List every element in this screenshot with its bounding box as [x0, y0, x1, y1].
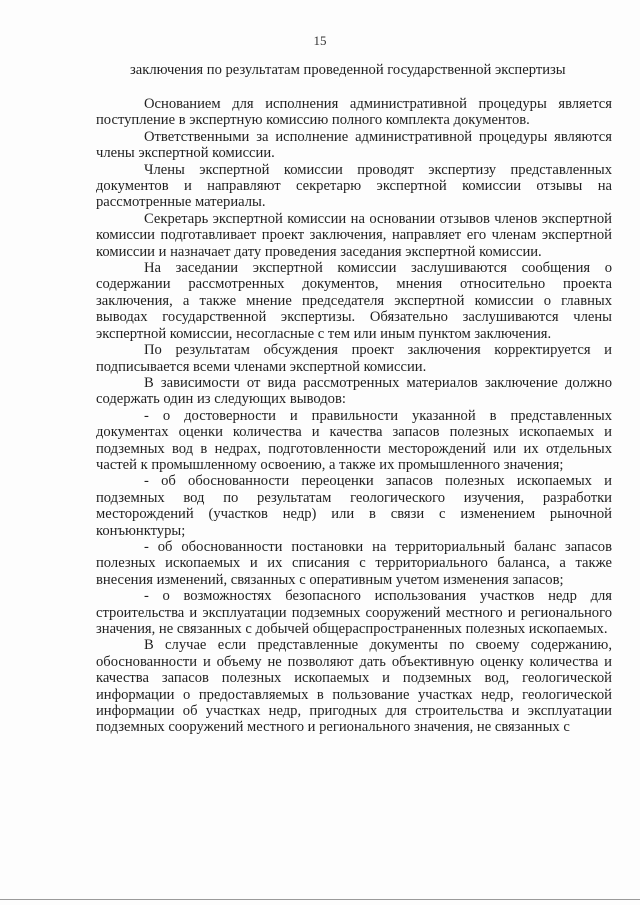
list-item-paragraph: - о возможностях безопасного использования участков недр для строительства и эксплуатации подземных сооружений местного и регионального значения, не связанных с добычей общераспространенных полезных ископаемых. — [96, 588, 612, 637]
paragraph: Ответственными за исполнение административной процедуры являются члены экспертной комиссии. — [96, 128, 612, 162]
scan-edge-divider — [0, 899, 640, 900]
paragraph: Секретарь экспертной комиссии на основании отзывов членов экспертной комиссии подготавливает проект заключения, направляет его членам экспертной комиссии и назначает дату проведения заседания экспертной комиссии. — [96, 210, 612, 260]
body-text — [96, 96, 612, 736]
paragraph: На заседании экспертной комиссии заслушиваются сообщения о содержании рассмотренных документов, мнения относительно проекта заключения, а также мнение председателя экспертной комиссии о главных выводах государственной экспертизы. Обязательно заслушиваются члены экспертной комиссии, несогласные с тем или иным пунктом заключения. — [96, 260, 612, 342]
paragraph: Члены экспертной комиссии проводят экспертизу представленных документов и направляют секретарю экспертной комиссии отзывы на рассмотренные материалы. — [96, 161, 612, 211]
paragraph: В зависимости от вида рассмотренных материалов заключение должно содержать один из следующих выводов: — [96, 374, 612, 408]
paragraph: Основанием для исполнения административной процедуры является поступление в экспертную комиссию полного комплекта документов. — [96, 96, 612, 129]
list-item-paragraph: - об обоснованности постановки на территориальный баланс запасов полезных ископаемых и их списания с территориального баланса, а также внесения изменений, связанных с оперативным учетом изменения запасов; — [96, 538, 612, 588]
paragraph: По результатам обсуждения проект заключения корректируется и подписывается всеми членами экспертной комиссии. — [96, 342, 612, 375]
list-item-paragraph: - о достоверности и правильности указанной в представленных документах оценки количества и качества запасов полезных ископаемых и подземных вод в недрах, подготовленности месторождений или их отдельных частей к промышленному освоению, а также их промышленного значения; — [96, 407, 612, 473]
paragraph: В случае если представленные документы по своему содержанию, обоснованности и объему не позволяют дать объективную оценку количества и качества запасов полезных ископаемых и подземных вод, геологической информации о предоставляемых в пользование участках недр, геологической информации об участках недр, пригодных для строительства и эксплуатации подземных сооружений местного и регионального значения, не связанных с — [96, 637, 612, 736]
heading-continuation-line: заключения по результатам проведенной государственной экспертизы — [130, 62, 566, 78]
page-number: 15 — [313, 33, 327, 48]
list-item-paragraph: - об обоснованности переоценки запасов полезных ископаемых и подземных вод по результатам геологического изучения, разработки месторождений (участков недр) или в связи с изменением рыночной конъюнктуры; — [96, 473, 612, 539]
